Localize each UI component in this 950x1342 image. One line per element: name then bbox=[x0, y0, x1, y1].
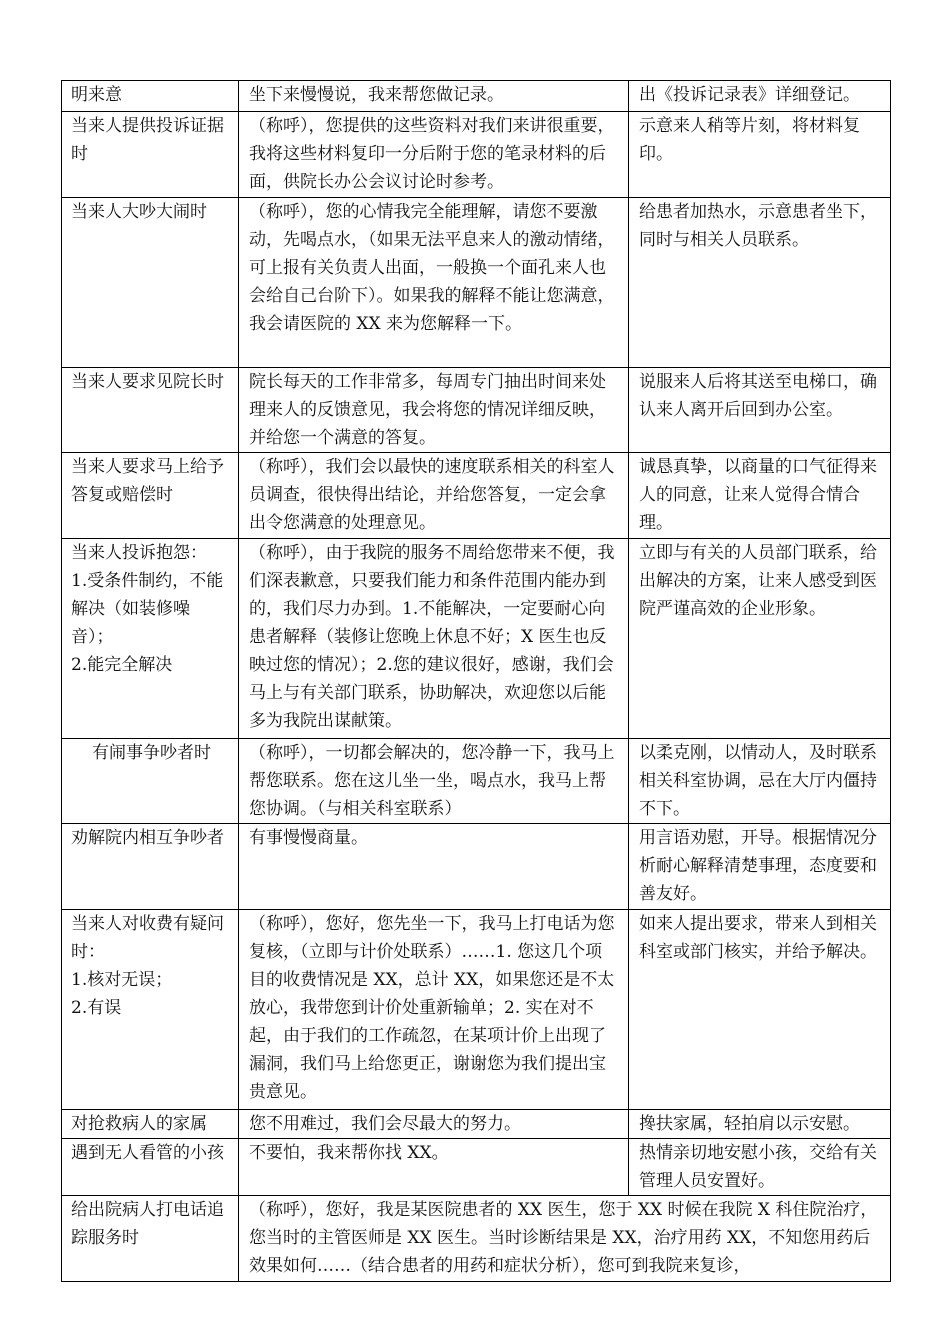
action-cell: 立即与有关的人员部门联系，给出解决的方案，让来人感受到医院严谨高效的企业形象。 bbox=[629, 539, 891, 739]
script-cell: 不要怕，我来帮你找 XX。 bbox=[239, 1139, 629, 1196]
situation-cell: 有闹事争吵者时 bbox=[62, 739, 239, 824]
script-cell: （称呼），一切都会解决的，您冷静一下，我马上帮您联系。您在这儿坐一坐，喝点水，我马上帮您协调。（与相关科室联系） bbox=[239, 739, 629, 824]
table-row bbox=[62, 453, 891, 539]
script-cell: 院长每天的工作非常多，每周专门抽出时间来处理来人的反馈意见，我会将您的情况详细反映，并给您一个满意的答复。 bbox=[239, 368, 629, 453]
situation-cell: 对抢救病人的家属 bbox=[62, 1110, 239, 1139]
table-row bbox=[62, 739, 891, 824]
situation-cell: 当来人要求见院长时 bbox=[62, 368, 239, 453]
table-row bbox=[62, 824, 891, 910]
situation-cell: 当来人对收费有疑问时： 1.核对无误； 2.有误 bbox=[62, 910, 239, 1110]
table-row bbox=[62, 112, 891, 198]
complaint-handling-table bbox=[61, 80, 891, 1282]
situation-cell: 给出院病人打电话追踪服务时 bbox=[62, 1196, 239, 1282]
script-cell: （称呼），我们会以最快的速度联系相关的科室人员调查，很快得出结论，并给您答复，一定会拿出令您满意的处理意见。 bbox=[239, 453, 629, 539]
table-row bbox=[62, 910, 891, 1110]
situation-cell: 遇到无人看管的小孩 bbox=[62, 1139, 239, 1196]
situation-cell: 明来意 bbox=[62, 81, 239, 112]
situation-cell: 劝解院内相互争吵者 bbox=[62, 824, 239, 910]
action-cell: 以柔克刚，以情动人，及时联系相关科室协调，忌在大厅内僵持不下。 bbox=[629, 739, 891, 824]
action-cell: 搀扶家属，轻拍肩以示安慰。 bbox=[629, 1110, 891, 1139]
table-row bbox=[62, 1110, 891, 1139]
table-row bbox=[62, 1196, 891, 1282]
action-cell: 给患者加热水，示意患者坐下，同时与相关人员联系。 bbox=[629, 198, 891, 368]
situation-cell: 当来人提供投诉证据时 bbox=[62, 112, 239, 198]
situation-cell: 当来人要求马上给予答复或赔偿时 bbox=[62, 453, 239, 539]
table-row bbox=[62, 368, 891, 453]
script-cell: （称呼），您好，我是某医院患者的 XX 医生，您于 XX 时候在我院 X 科住院治疗，您当时的主管医师是 XX 医生。当时诊断结果是 XX，治疗用药 XX，不知您用药后效果如何……（结合患者的用药和症状分析），您可到我院来复诊， bbox=[239, 1196, 891, 1282]
table-row bbox=[62, 539, 891, 739]
script-cell: 您不用难过，我们会尽最大的努力。 bbox=[239, 1110, 629, 1139]
action-cell: 如来人提出要求，带来人到相关科室或部门核实，并给予解决。 bbox=[629, 910, 891, 1110]
situation-cell: 当来人投诉抱怨： 1.受条件制约，不能解决（如装修噪音）； 2.能完全解决 bbox=[62, 539, 239, 739]
action-cell: 诚恳真挚，以商量的口气征得来人的同意，让来人觉得合情合理。 bbox=[629, 453, 891, 539]
script-cell: （称呼），您的心情我完全能理解，请您不要激动，先喝点水，（如果无法平息来人的激动情绪，可上报有关负责人出面，一般换一个面孔来人也会给自己台阶下）。如果我的解释不能让您满意，我会请医院的 XX 来为您解释一下。 bbox=[239, 198, 629, 368]
script-cell: 有事慢慢商量。 bbox=[239, 824, 629, 910]
script-cell: （称呼），您提供的这些资料对我们来讲很重要，我将这些材料复印一分后附于您的笔录材料的后面，供院长办公会议讨论时参考。 bbox=[239, 112, 629, 198]
table-row bbox=[62, 198, 891, 368]
action-cell: 说服来人后将其送至电梯口，确认来人离开后回到办公室。 bbox=[629, 368, 891, 453]
action-cell: 热情亲切地安慰小孩，交给有关管理人员安置好。 bbox=[629, 1139, 891, 1196]
table-row bbox=[62, 1139, 891, 1196]
action-cell: 出《投诉记录表》详细登记。 bbox=[629, 81, 891, 112]
script-cell: 坐下来慢慢说，我来帮您做记录。 bbox=[239, 81, 629, 112]
script-cell: （称呼），您好，您先坐一下，我马上打电话为您复核，（立即与计价处联系）……1. 您这几个项目的收费情况是 XX，总计 XX，如果您还是不太放心，我带您到计价处重新输单；2. 实在对不起，由于我们的工作疏忽，在某项计价上出现了漏洞，我们马上给您更正，谢谢您为我们提出宝贵意见。 bbox=[239, 910, 629, 1110]
action-cell: 示意来人稍等片刻，将材料复印。 bbox=[629, 112, 891, 198]
script-cell: （称呼），由于我院的服务不周给您带来不便，我们深表歉意，只要我们能力和条件范围内能办到的，我们尽力办到。1.不能解决，一定要耐心向患者解释（装修让您晚上休息不好；X 医生也反映过您的情况）；2.您的建议很好，感谢，我们会马上与有关部门联系，协助解决，欢迎您以后能多为我院出谋献策。 bbox=[239, 539, 629, 739]
table-row bbox=[62, 81, 891, 112]
situation-cell: 当来人大吵大闹时 bbox=[62, 198, 239, 368]
action-cell: 用言语劝慰，开导。根据情况分析耐心解释清楚事理，态度要和善友好。 bbox=[629, 824, 891, 910]
